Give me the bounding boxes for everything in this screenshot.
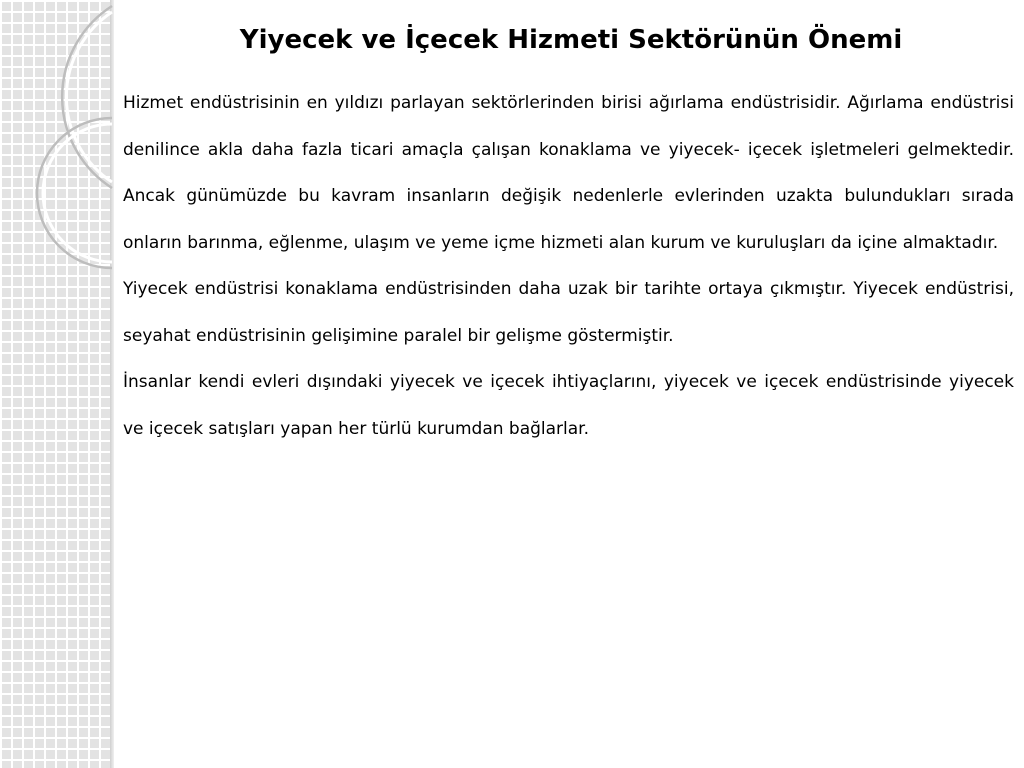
large-ring-highlight xyxy=(66,12,112,182)
paragraph-food-industry: Yiyecek endüstrisi konaklama endüstrisinden daha uzak bir tarihte ortaya çıkmıştır. Yiyecek endüstrisi, seyahat endüstrisinin gelişimine paralel bir gelişme göstermiştir. xyxy=(123,279,1014,346)
slide-title: Yiyecek ve İçecek Hizmeti Sektörünün Önemi xyxy=(239,25,903,55)
paragraph-hospitality: Hizmet endüstrisinin en yıldızı parlayan sektörlerinden birisi ağırlama endüstrisidir. Ağırlama endüstrisi denilince akla daha fazla ticari amaçla çalışan konaklama ve yiyecek- içecek işletmeleri gelmektedir. Ancak günümüzde bu kavram insanların değişik nedenlerle evlerinden uzakta bulundukları sırada onların barınma, eğlenme, ulaşım ve yeme içme hizmeti alan kurum ve kuruluşları da içine almaktadır. xyxy=(123,93,1014,253)
slide-body xyxy=(123,80,1014,452)
paragraph-food-needs: İnsanlar kendi evleri dışındaki yiyecek ve içecek ihtiyaçlarını, yiyecek ve içecek endüstrisinde yiyecek ve içecek satışları yapan her türlü kurumdan bağlarlar. xyxy=(123,372,1014,439)
